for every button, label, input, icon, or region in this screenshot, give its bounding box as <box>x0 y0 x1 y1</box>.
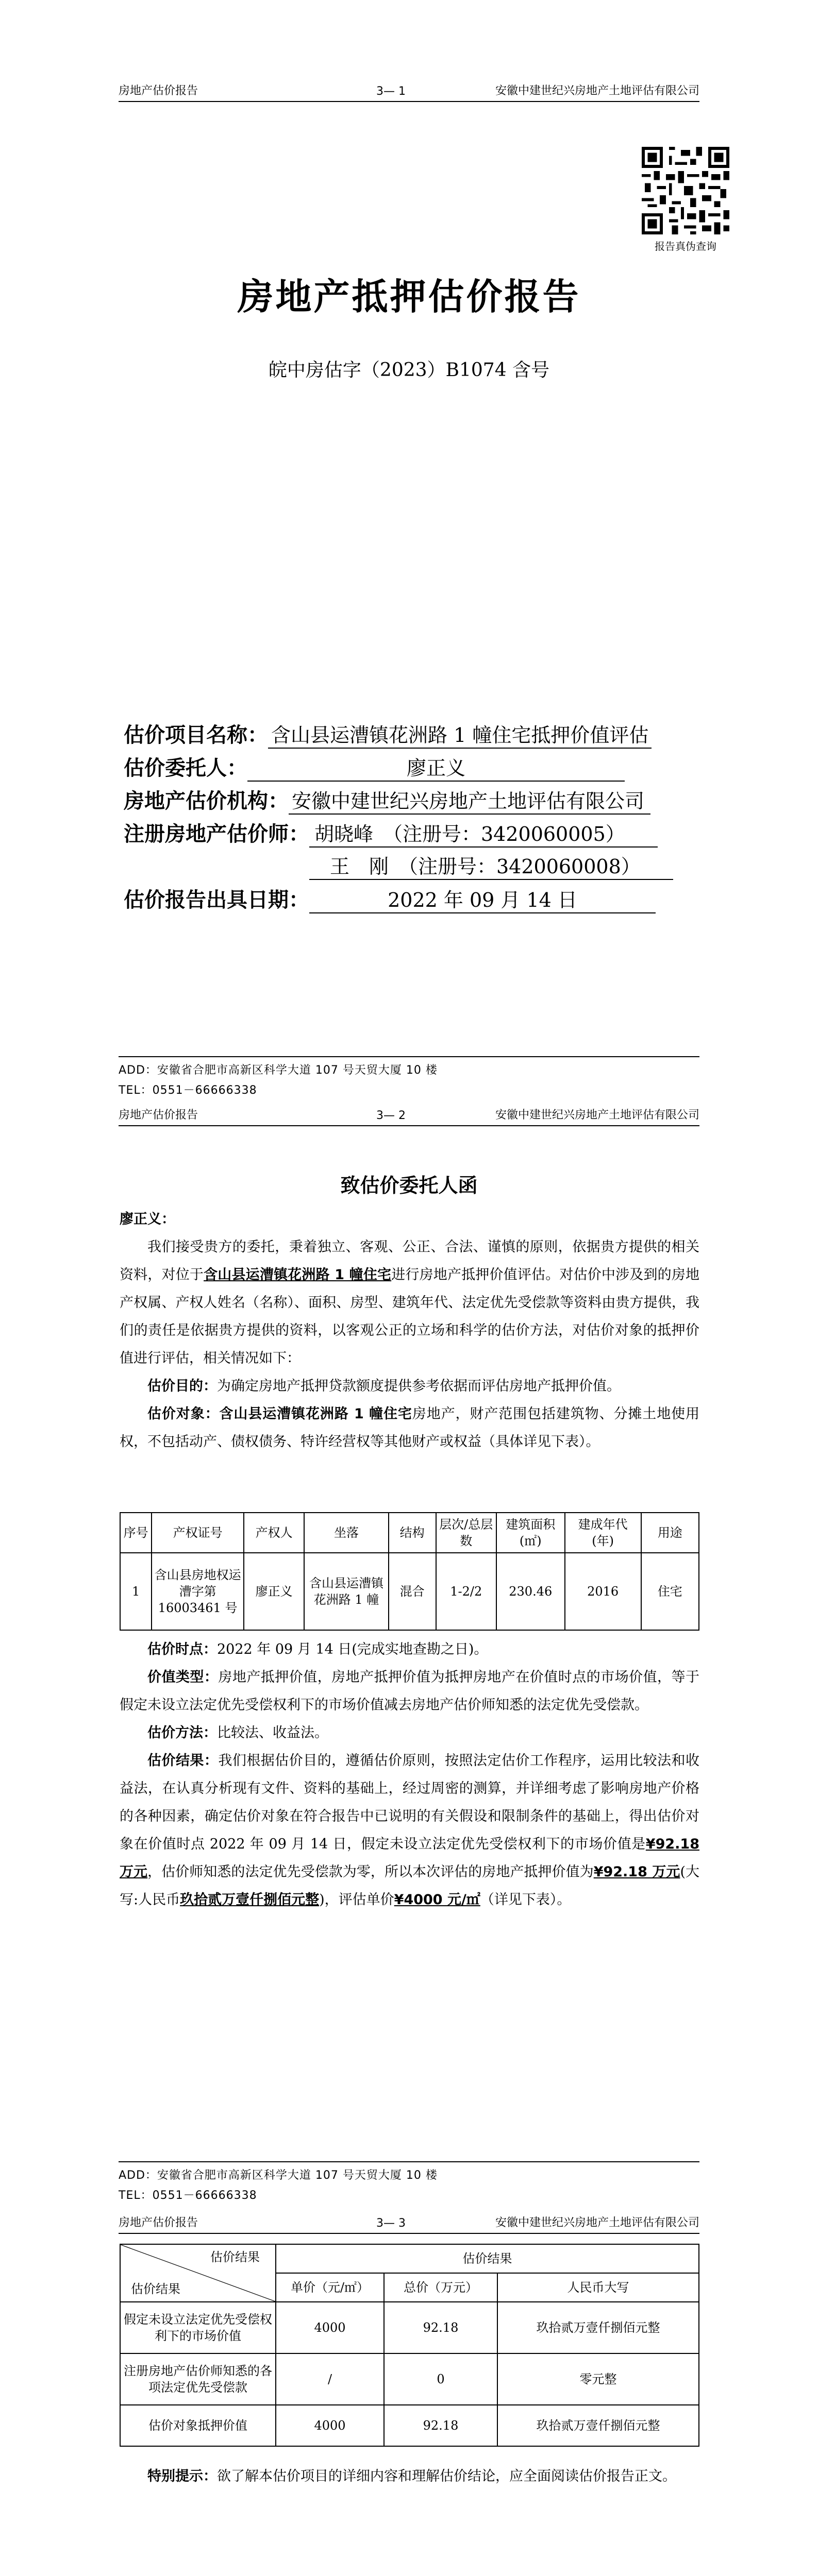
header-left: 房地产估价报告 <box>119 1109 198 1122</box>
property-table <box>120 1512 699 1631</box>
table-cell: 住宅 <box>641 1553 699 1630</box>
purpose-paragraph <box>120 1372 699 1400</box>
report-number: 皖中房估字（2023）B1074 含号 <box>268 360 550 381</box>
market-value: ¥92.18 万元 <box>120 1836 699 1880</box>
letter-body-2 <box>120 1636 699 1914</box>
table-cell: 1-2/2 <box>436 1553 496 1630</box>
special-label: 特别提示： <box>147 2468 217 2484</box>
page-header <box>119 2214 699 2234</box>
value-in-words: 玖拾贰万壹仟捌佰元整 <box>180 1892 320 1908</box>
date-label: 估价报告出具日期： <box>124 888 309 912</box>
cover-page <box>0 0 818 1108</box>
qr-caption: 报告真伪查询 <box>655 240 716 252</box>
method-label: 估价方法： <box>147 1725 217 1741</box>
intro-text-b: 进行房地产抵押价值评估。对估价中涉及到的房地产权属、产权人姓名（名称）、面积、房型、建筑年代、法定优先受偿款等资料由贵方提供，我们的责任是依据贵方提供的资料，以客观公正的立场和科学的估价方法，对估价对象的抵押价值进行评估，相关情况如下： <box>120 1267 700 1366</box>
col-header: 建筑面积(㎡) <box>496 1513 565 1553</box>
table-cell: 4000 <box>276 2302 384 2353</box>
result-text-d: )，评估单价 <box>319 1892 394 1908</box>
table-cell: / <box>276 2353 384 2405</box>
footer-tel: TEL：0551－66666338 <box>119 1084 257 1097</box>
special-text: 欲了解本估价项目的详细内容和理解估价结论，应全面阅读估价报告正文。 <box>217 2468 676 2484</box>
client-value: 廖正义 <box>247 752 625 782</box>
appraiser-row <box>124 818 742 851</box>
project-label: 估价项目名称： <box>124 723 268 747</box>
table-cell: 玖拾贰万壹仟捌佰元整 <box>497 2405 699 2446</box>
unit-price-header: 单价（元/㎡） <box>276 2273 384 2302</box>
col-header: 建成年代(年) <box>565 1513 641 1553</box>
result-paragraph <box>120 1747 699 1914</box>
result-text-b: ，估价师知悉的法定优先受偿款为零，所以本次评估的房地产抵押价值为 <box>147 1864 594 1880</box>
letter-body <box>120 1206 699 1456</box>
table-row <box>120 2353 699 2405</box>
table-cell: 1 <box>120 1553 152 1630</box>
table-cell: 92.18 <box>384 2405 497 2446</box>
col-header: 层次/总层数 <box>436 1513 496 1553</box>
result-label: 估价结果： <box>147 1753 219 1769</box>
col-header: 序号 <box>120 1513 152 1553</box>
agency-row <box>124 785 742 818</box>
table-cell: 廖正义 <box>244 1553 304 1630</box>
col-header: 产权人 <box>244 1513 304 1553</box>
purpose-label: 估价目的： <box>147 1378 217 1394</box>
header-right: 安徽中建世纪兴房地产土地评估有限公司 <box>495 2216 699 2229</box>
table-cell: 0 <box>384 2353 497 2405</box>
project-value: 含山县运漕镇花洲路 1 幢住宅抵押价值评估 <box>268 719 652 749</box>
date-text: 2022 年 09 月 14 日(完成实地查勘之日)。 <box>217 1641 488 1657</box>
page-header <box>119 1107 699 1126</box>
table-cell: 混合 <box>389 1553 436 1630</box>
type-label: 价值类型： <box>147 1669 219 1685</box>
special-notice <box>120 2463 699 2490</box>
table-cell: 玖拾贰万壹仟捌佰元整 <box>497 2302 699 2353</box>
table-cell: 注册房地产估价师知悉的各项法定优先受偿款 <box>120 2353 276 2405</box>
table-cell: 含山县房地权运漕字第16003461 号 <box>152 1553 244 1630</box>
type-text: 房地产抵押价值，房地产抵押价值为抵押房地产在价值时点的市场价值，等于假定未设立法定优先受偿权利下的市场价值减去房地产估价师知悉的法定优先受偿款。 <box>120 1669 700 1713</box>
agency-value: 安徽中建世纪兴房地产土地评估有限公司 <box>289 785 650 815</box>
footer-tel: TEL：0551－66666338 <box>119 2189 257 2202</box>
object-paragraph <box>120 1400 699 1456</box>
header-page-number: 3— 1 <box>376 85 406 98</box>
header-page-number: 3— 2 <box>376 1109 406 1122</box>
header-right: 安徽中建世纪兴房地产土地评估有限公司 <box>495 84 699 97</box>
col-header: 用途 <box>641 1513 699 1553</box>
col-header: 产权证号 <box>152 1513 244 1553</box>
header-left: 房地产估价报告 <box>119 2216 198 2229</box>
result-text-e: （详见下表）。 <box>480 1892 571 1908</box>
project-row <box>124 719 742 752</box>
page-footer <box>119 2161 699 2204</box>
table-row <box>120 1553 699 1630</box>
table-cell: 假定未设立法定优先受偿权利下的市场价值 <box>120 2302 276 2353</box>
result-table <box>120 2244 699 2447</box>
agency-label: 房地产估价机构： <box>124 789 289 813</box>
appraiser-1: 胡晓峰 （注册号：3420060005） <box>309 818 658 848</box>
client-row <box>124 752 742 785</box>
footer-address: ADD：安徽省合肥市高新区科学大道 107 号天贸大厦 10 楼 <box>119 1064 438 1077</box>
table-cell: 估价对象抵押价值 <box>120 2405 276 2446</box>
mortgage-value: ¥92.18 万元 <box>593 1864 680 1880</box>
letter-title: 致估价委托人函 <box>340 1174 478 1197</box>
table-cell: 2016 <box>565 1553 641 1630</box>
page-footer <box>119 1056 699 1098</box>
date-label: 估价时点： <box>147 1641 217 1657</box>
header-left: 房地产估价报告 <box>119 84 198 97</box>
header-right: 安徽中建世纪兴房地产土地评估有限公司 <box>495 1109 699 1122</box>
total-price-header: 总价（万元） <box>384 2273 497 2302</box>
table-cell: 4000 <box>276 2405 384 2446</box>
date-paragraph <box>120 1636 699 1664</box>
diag-label-top: 估价结果 <box>210 2250 260 2264</box>
method-text: 比较法、收益法。 <box>217 1725 328 1741</box>
table-row <box>120 2405 699 2446</box>
cover-info <box>124 719 742 917</box>
result-text-c: (大写:人民币 <box>120 1864 700 1908</box>
intro-text-a: 我们接受贵方的委托，秉着独立、客观、公正、合法、谨慎的原则，依据贵方提供的相关资料，对位于 <box>120 1239 699 1283</box>
property-table-header <box>120 1513 699 1553</box>
salutation: 廖正义： <box>120 1211 175 1227</box>
rmb-header: 人民币大写 <box>497 2273 699 2302</box>
header-page-number: 3— 3 <box>376 2217 406 2230</box>
date-value: 2022 年 09 月 14 日 <box>309 884 656 913</box>
result-main-header: 估价结果 <box>276 2244 699 2273</box>
diagonal-header-cell <box>120 2244 276 2302</box>
table-cell: 230.46 <box>496 1553 565 1630</box>
table-cell: 92.18 <box>384 2302 497 2353</box>
qr-code-icon[interactable] <box>642 147 729 234</box>
result-text-a: 我们根据估价目的，遵循估价原则，按照法定估价工作程序，运用比较法和收益法，在认真分析现有文件、资料的基础上，经过周密的测算，并详细考虑了影响房地产价格的各种因素，确定估价对象在符合报告中已说明的有关假设和限制条件的基础上，得出估价对象在价值时点 2022 年 09 月 14 日，假定未设立法定优先受偿权利下的市场价值是 <box>120 1753 700 1852</box>
report-title: 房地产抵押估价报告 <box>237 275 581 318</box>
diag-label-bottom: 估价结果 <box>131 2282 180 2296</box>
page-header <box>119 82 699 102</box>
object-name: 含山县运漕镇花洲路 1 幢住宅 <box>219 1406 412 1422</box>
unit-price: ¥4000 元/㎡ <box>394 1892 480 1908</box>
appraiser2-row <box>124 851 742 884</box>
object-text: 房地产，财产范围包括建筑物、分摊土地使用权，不包括动产、债权债务、特许经营权等其他财产或权益（具体详见下表）。 <box>120 1406 699 1450</box>
property-address: 含山县运漕镇花洲路 1 幢住宅 <box>204 1267 392 1283</box>
intro-paragraph <box>120 1233 699 1372</box>
col-header: 结构 <box>389 1513 436 1553</box>
table-cell: 含山县运漕镇花洲路 1 幢 <box>304 1553 388 1630</box>
result-table-header <box>120 2244 699 2273</box>
table-cell: 零元整 <box>497 2353 699 2405</box>
object-label: 估价对象： <box>147 1406 220 1422</box>
method-paragraph <box>120 1719 699 1747</box>
appraiser-label: 注册房地产估价师： <box>124 822 309 846</box>
col-header: 坐落 <box>304 1513 388 1553</box>
appraiser-2: 王 刚 （注册号：3420060008） <box>309 851 673 880</box>
special-paragraph <box>120 2463 699 2490</box>
client-label: 估价委托人： <box>124 756 247 780</box>
purpose-text: 为确定房地产抵押贷款额度提供参考依据而评估房地产抵押价值。 <box>217 1378 621 1394</box>
table-row <box>120 2302 699 2353</box>
type-paragraph <box>120 1664 699 1719</box>
date-row <box>124 884 742 917</box>
footer-address: ADD：安徽省合肥市高新区科学大道 107 号天贸大厦 10 楼 <box>119 2169 438 2182</box>
